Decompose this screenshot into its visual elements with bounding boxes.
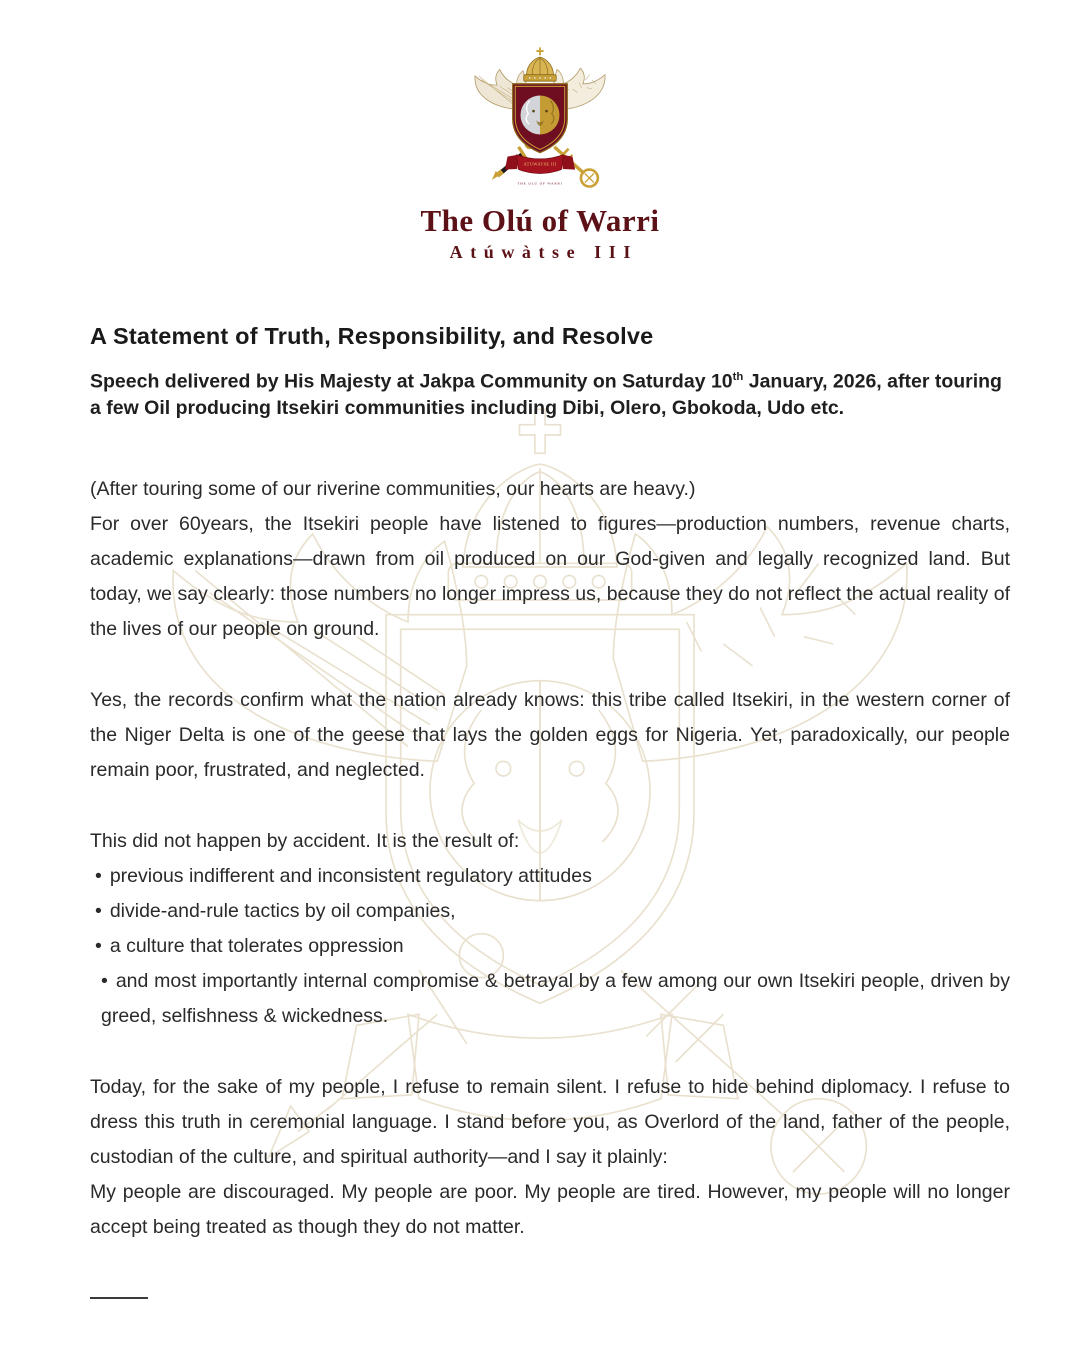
cause-text: divide-and-rule tactics by oil companies, (109, 899, 456, 922)
para-records: Yes, the records confirm what the nation already knows: this tribe called Itsekiri, in the western corner of the Niger Delta is one of the geese that lays the golden eggs for Nigeria. Yet, paradoxically, our people remain poor, frustrated, and neglected. (90, 688, 1010, 781)
paragraph-block-intro (90, 472, 1010, 647)
crest-banner-text: ATUWATSE III (523, 161, 557, 167)
ordinal-suffix: th (732, 371, 744, 383)
paragraph-block-causes (90, 824, 1010, 1034)
cause-text: a culture that tolerates oppression (109, 934, 404, 957)
para-people: My people are discouraged. My people are poor. My people are tired. However, my people will no longer accept being treated as though they do not matter. (90, 1180, 1010, 1238)
cause-text: previous indifferent and inconsistent regulatory attitudes (109, 864, 592, 887)
cause-text: and most importantly internal compromise & betrayal by a few among our own Itsekiri people, driven by greed, selfishness & wickedness. (101, 969, 1010, 1027)
document-body (90, 323, 1010, 1299)
cause-list-item (90, 929, 1010, 964)
subheading-text-start: Speech delivered by His Majesty at Jakpa Community on Saturday 10 (90, 370, 733, 393)
footnote-rule (90, 1297, 148, 1299)
letterhead (0, 0, 1080, 263)
cause-list-item (90, 859, 1010, 894)
shield-icon (513, 84, 568, 153)
ribbon-banner (505, 155, 575, 174)
cause-list (90, 859, 1010, 1034)
document-heading: A Statement of Truth, Responsibility, and Resolve (90, 323, 654, 349)
org-title: The Olú of Warri (420, 203, 660, 238)
cause-list-item (90, 894, 1010, 929)
para-refuse: Today, for the sake of my people, I refuse to remain silent. I refuse to hide behind diplomacy. I refuse to dress this truth in ceremonial language. I stand before you, as Overlord of the land, father of the people, custodian of the culture, and spiritual authority—and I say it plainly: (90, 1075, 1010, 1168)
para-figures: For over 60years, the Itsekiri people have listened to figures—production numbers, revenue charts, academic explanations—drawn from oil produced on our God-given and legally recognized land. But today, we say clearly: those numbers no longer impress us, because they do not reflect the actual reality of the lives of our people on ground. (90, 512, 1010, 640)
paragraph-block-resolve (90, 1070, 1010, 1245)
crown-icon (524, 47, 557, 81)
coat-of-arms-icon (462, 46, 618, 197)
document-subheading (90, 364, 1010, 422)
org-subtitle: Atúwàtse III (449, 242, 638, 262)
bullet-icon: • (95, 899, 102, 922)
bullet-icon: • (101, 969, 108, 992)
bullet-icon: • (95, 864, 102, 887)
para-result-lead: This did not happen by accident. It is the result of: (90, 829, 520, 852)
cause-list-item (90, 964, 1010, 1034)
crest-caption-text: THE OLU OF WARRI (517, 181, 563, 186)
subheading-text-end: January, 2026, after touring a few Oil producing Itsekiri communities including Dibi, Olero, Gbokoda, Udo etc. (90, 370, 1002, 419)
intro-line: (After touring some of our riverine communities, our hearts are heavy.) (90, 477, 696, 500)
bullet-icon: • (95, 934, 102, 957)
